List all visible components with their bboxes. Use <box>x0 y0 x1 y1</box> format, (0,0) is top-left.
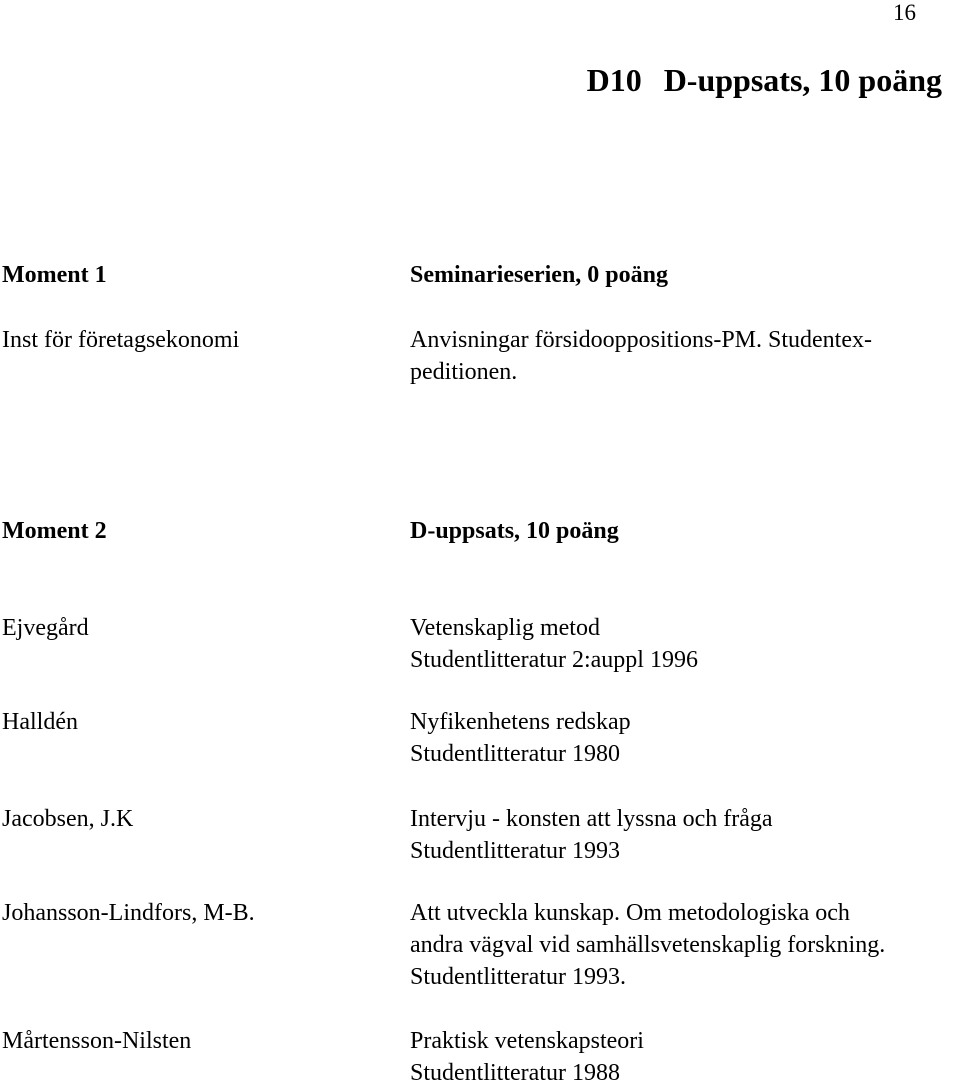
reference-line: Studentlitteratur 1988 <box>410 1060 620 1086</box>
reference-line: Studentlitteratur 2:auppl 1996 <box>410 647 698 673</box>
reference-line: andra vägval vid samhällsvetenskaplig forskning. <box>410 932 886 958</box>
reference-entry <box>410 706 631 770</box>
moment1-desc-line: peditionen. <box>410 359 518 385</box>
reference-author: Jacobsen, J.K <box>2 806 134 832</box>
moment1-heading: Seminarieserien, 0 poäng <box>410 262 668 288</box>
reference-entry <box>410 612 698 676</box>
moment1-desc-line: Anvisningar försidooppositions-PM. Studentex- <box>410 327 872 353</box>
reference-author: Halldén <box>2 709 78 735</box>
moment1-label: Moment 1 <box>2 262 107 288</box>
reference-line: Praktisk vetenskapsteori <box>410 1028 644 1054</box>
reference-entry <box>410 1025 644 1089</box>
reference-line: Studentlitteratur 1980 <box>410 741 620 767</box>
course-code: D10 <box>586 62 642 98</box>
reference-line: Nyfikenhetens redskap <box>410 709 631 735</box>
page-title <box>587 62 942 99</box>
reference-line: Att utveckla kunskap. Om metodologiska och <box>410 900 850 926</box>
moment2-label: Moment 2 <box>2 518 107 544</box>
reference-line: Studentlitteratur 1993. <box>410 964 626 990</box>
reference-entry <box>410 897 885 993</box>
moment1-author: Inst för företagsekonomi <box>2 327 240 353</box>
page-number: 16 <box>893 0 916 25</box>
reference-line: Intervju - konsten att lyssna och fråga <box>410 806 773 832</box>
reference-line: Vetenskaplig metod <box>410 615 600 641</box>
moment1-description <box>410 324 872 388</box>
reference-author: Mårtensson-Nilsten <box>2 1028 192 1054</box>
reference-author: Ejvegård <box>2 615 89 641</box>
moment2-heading: D-uppsats, 10 poäng <box>410 518 619 544</box>
reference-line: Studentlitteratur 1993 <box>410 838 620 864</box>
course-title: D-uppsats, 10 poäng <box>663 62 942 98</box>
reference-entry <box>410 803 773 867</box>
reference-author: Johansson-Lindfors, M-B. <box>2 900 255 926</box>
